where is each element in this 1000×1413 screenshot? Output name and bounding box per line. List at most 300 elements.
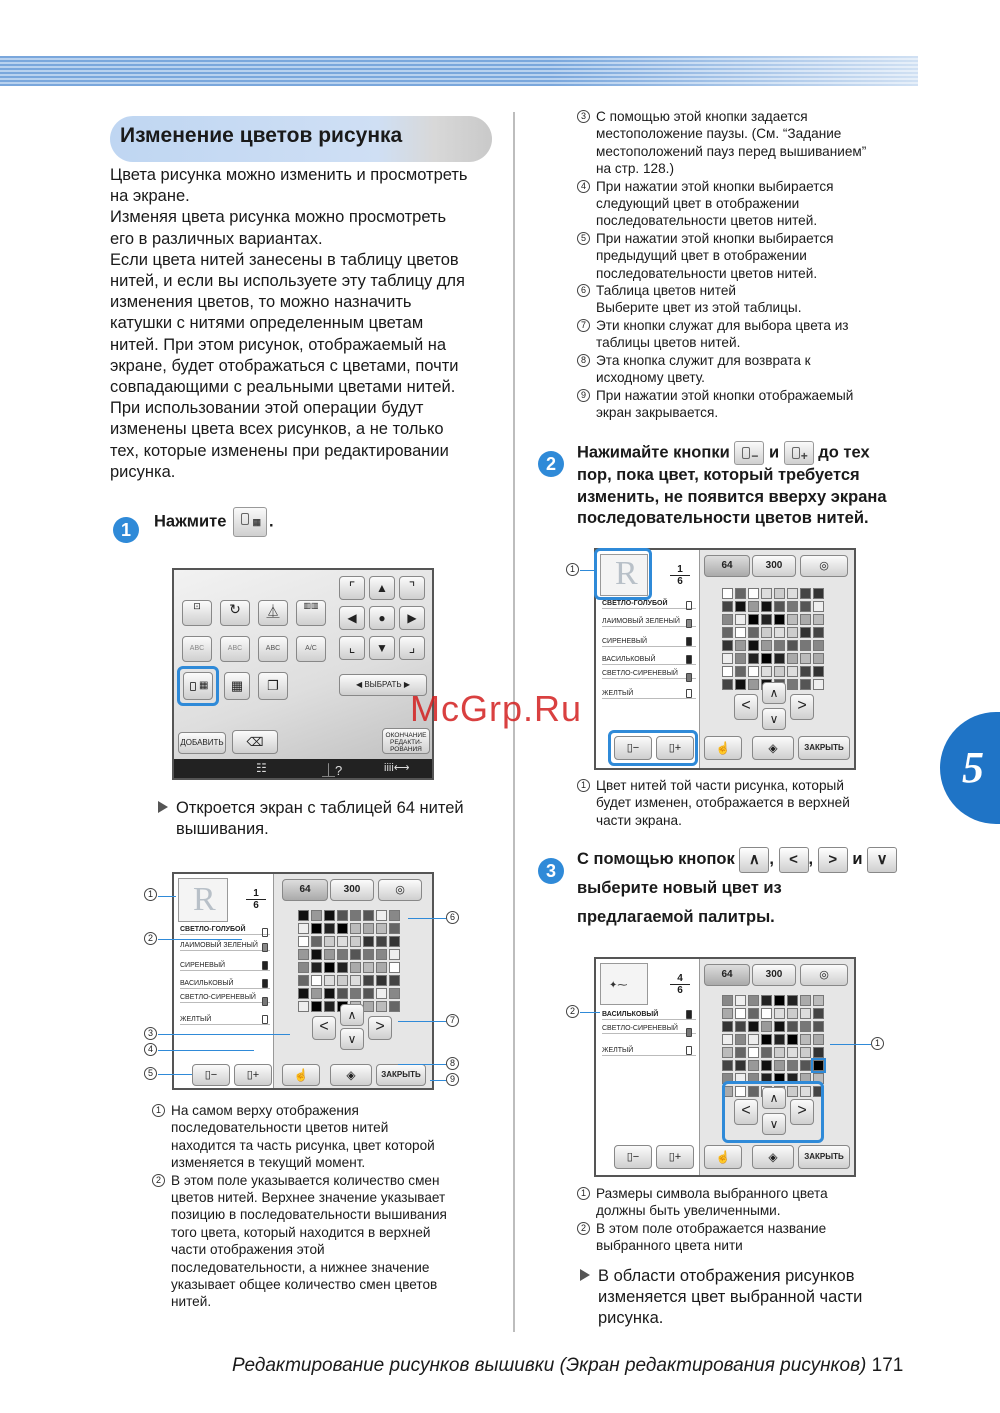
step-2-heading bbox=[577, 441, 917, 530]
mirror-button[interactable]: ⏅ bbox=[258, 600, 288, 626]
palette-cell[interactable] bbox=[761, 640, 772, 651]
tab-300-threads[interactable]: 300 bbox=[330, 879, 374, 901]
step-1-text: Нажмите bbox=[154, 512, 227, 531]
palette-cell[interactable] bbox=[787, 1008, 798, 1019]
palette-cell[interactable] bbox=[800, 666, 811, 677]
palette-cell[interactable] bbox=[813, 1047, 824, 1058]
palette-cell[interactable] bbox=[813, 995, 824, 1006]
intro-line: Цвета рисунка можно изменить и просмотреть bbox=[110, 166, 468, 184]
palette-cell[interactable] bbox=[787, 679, 798, 690]
palette-left-button[interactable]: < bbox=[734, 1099, 758, 1125]
palette-cell[interactable] bbox=[787, 588, 798, 599]
palette-cell[interactable] bbox=[735, 666, 746, 677]
palette-cell[interactable] bbox=[800, 1060, 811, 1071]
palette-cell[interactable] bbox=[350, 923, 361, 934]
spool-icon bbox=[262, 928, 268, 937]
finish-editing-button[interactable] bbox=[382, 728, 430, 754]
palette-cell[interactable] bbox=[337, 910, 348, 921]
close-button[interactable]: ЗАКРЫТЬ bbox=[798, 1145, 850, 1169]
close-button[interactable]: ЗАКРЫТЬ bbox=[376, 1064, 426, 1086]
palette-cell[interactable] bbox=[298, 936, 309, 947]
step-3-badge: 3 bbox=[538, 858, 564, 884]
palette-cell[interactable] bbox=[735, 640, 746, 651]
palette-cell[interactable] bbox=[800, 588, 811, 599]
palette-cell[interactable] bbox=[774, 1060, 785, 1071]
step-3-text: , bbox=[769, 850, 774, 868]
palette-cell[interactable] bbox=[376, 962, 387, 973]
move-down-button[interactable]: ▼ bbox=[369, 636, 395, 660]
palette-cell[interactable] bbox=[774, 601, 785, 612]
palette-cell[interactable] bbox=[735, 1060, 746, 1071]
palette-right-button[interactable]: > bbox=[790, 694, 814, 720]
palette-cell[interactable] bbox=[311, 910, 322, 921]
note-line: Цвет нитей той части рисунка, который bbox=[596, 778, 844, 793]
palette-cell[interactable] bbox=[324, 936, 335, 947]
palette-cell[interactable] bbox=[735, 653, 746, 664]
palette-cell[interactable] bbox=[813, 614, 824, 625]
palette-cell[interactable] bbox=[748, 1047, 759, 1058]
palette-cell[interactable] bbox=[324, 949, 335, 960]
step-1-result bbox=[158, 798, 498, 840]
palette-cell[interactable] bbox=[363, 949, 374, 960]
palette-cell[interactable] bbox=[774, 640, 785, 651]
thread-row[interactable] bbox=[180, 942, 270, 951]
thread-row[interactable] bbox=[180, 962, 270, 971]
step-2-text: Нажимайте кнопки bbox=[577, 443, 730, 462]
palette-cell[interactable] bbox=[363, 962, 374, 973]
palette-cell[interactable] bbox=[813, 1021, 824, 1032]
thread-row[interactable] bbox=[602, 1011, 696, 1020]
palette-up-button[interactable]: ∧ bbox=[762, 682, 786, 704]
palette-cell[interactable] bbox=[748, 601, 759, 612]
palette-cell[interactable] bbox=[311, 962, 322, 973]
tab-64-threads[interactable]: 64 bbox=[704, 555, 750, 577]
palette-cell[interactable] bbox=[787, 640, 798, 651]
spool-icon bbox=[262, 1015, 268, 1024]
palette-cell[interactable] bbox=[363, 975, 374, 986]
move-left-button[interactable]: ◀ bbox=[339, 606, 365, 630]
palette-cell[interactable] bbox=[389, 923, 400, 934]
note-line: части экрана. bbox=[596, 812, 682, 828]
thread-name: ЖЕЛТЫЙ bbox=[602, 690, 634, 697]
thread-row[interactable] bbox=[180, 926, 270, 935]
palette-cell[interactable] bbox=[324, 975, 335, 986]
palette-cell[interactable] bbox=[800, 995, 811, 1006]
add-button[interactable]: ДОБАВИТЬ bbox=[178, 732, 226, 754]
palette-cell[interactable] bbox=[748, 588, 759, 599]
palette-cell[interactable] bbox=[376, 923, 387, 934]
palette-cell[interactable] bbox=[311, 949, 322, 960]
palette-cell[interactable] bbox=[722, 995, 733, 1006]
palette-cell[interactable] bbox=[722, 679, 733, 690]
palette-cell[interactable] bbox=[800, 640, 811, 651]
next-color-button[interactable]: ▯+ bbox=[656, 736, 694, 760]
palette-cell[interactable] bbox=[337, 949, 348, 960]
applique-button[interactable]: ❐ bbox=[258, 672, 288, 700]
palette-cell[interactable] bbox=[722, 1034, 733, 1045]
note-line: Эти кнопки служат для выбора цвета из bbox=[596, 317, 849, 333]
thread-row[interactable] bbox=[602, 1025, 696, 1034]
palette-cell[interactable] bbox=[389, 962, 400, 973]
palette-cell[interactable] bbox=[722, 1021, 733, 1032]
palette-cell[interactable] bbox=[774, 666, 785, 677]
palette-cell[interactable] bbox=[389, 936, 400, 947]
palette-right-button[interactable]: > bbox=[790, 1099, 814, 1125]
palette-right-button[interactable]: > bbox=[368, 1016, 392, 1040]
palette-cell[interactable] bbox=[389, 1001, 400, 1012]
palette-cell[interactable] bbox=[324, 923, 335, 934]
step-3-notes bbox=[577, 1185, 917, 1255]
palette-cell[interactable] bbox=[311, 936, 322, 947]
palette-cell[interactable] bbox=[748, 995, 759, 1006]
palette-cell[interactable] bbox=[735, 627, 746, 638]
palette-cell[interactable] bbox=[813, 601, 824, 612]
step-1-heading bbox=[154, 507, 274, 537]
palette-cell[interactable] bbox=[748, 653, 759, 664]
palette-cell[interactable] bbox=[337, 975, 348, 986]
palette-cell[interactable] bbox=[735, 1008, 746, 1019]
palette-cell[interactable] bbox=[735, 601, 746, 612]
thread-name: ЛАИМОВЫЙ ЗЕЛЕНЫЙ bbox=[180, 942, 258, 949]
thread-name: СВЕТЛО-ГОЛУБОЙ bbox=[180, 926, 246, 933]
palette-cell[interactable] bbox=[748, 640, 759, 651]
reset-color-button[interactable]: ◈ bbox=[330, 1064, 372, 1086]
palette-cell[interactable] bbox=[761, 1008, 772, 1019]
thread-row[interactable] bbox=[180, 980, 270, 989]
palette-cell[interactable] bbox=[389, 988, 400, 999]
palette-cell[interactable] bbox=[787, 653, 798, 664]
palette-cell[interactable] bbox=[800, 1008, 811, 1019]
palette-cell[interactable] bbox=[324, 1001, 335, 1012]
close-button[interactable]: ЗАКРЫТЬ bbox=[798, 736, 850, 760]
note-line: исходному цвету. bbox=[596, 370, 705, 386]
user-thread-tab[interactable]: ◎ bbox=[378, 879, 422, 901]
text-order-button[interactable]: A/C bbox=[296, 636, 326, 662]
palette-cell[interactable] bbox=[722, 653, 733, 664]
palette-cell[interactable] bbox=[813, 666, 824, 677]
palette-cell[interactable] bbox=[722, 666, 733, 677]
palette-cell[interactable] bbox=[748, 1008, 759, 1019]
previous-color-button[interactable]: ▯− bbox=[614, 1145, 652, 1169]
palette-cell[interactable] bbox=[774, 995, 785, 1006]
palette-cell[interactable] bbox=[363, 923, 374, 934]
eraser-button[interactable]: ⌫ bbox=[232, 730, 278, 754]
next-color-button[interactable]: ▯+ bbox=[656, 1145, 694, 1169]
thread-row[interactable] bbox=[602, 1047, 696, 1056]
user-thread-tab[interactable]: ◎ bbox=[800, 555, 848, 577]
palette-cell[interactable] bbox=[800, 601, 811, 612]
palette-cell[interactable] bbox=[376, 988, 387, 999]
select-bar[interactable]: ◀ ВЫБРАТЬ ▶ bbox=[339, 674, 427, 696]
color-change-button[interactable]: ▦ bbox=[183, 672, 213, 700]
palette-cell[interactable] bbox=[787, 1047, 798, 1058]
palette-cell[interactable] bbox=[350, 936, 361, 947]
palette-cell[interactable] bbox=[350, 975, 361, 986]
palette-cell[interactable] bbox=[787, 627, 798, 638]
palette-cell[interactable] bbox=[350, 988, 361, 999]
palette-cell[interactable] bbox=[363, 910, 374, 921]
counter-bottom: 6 bbox=[677, 985, 683, 996]
palette-cell[interactable] bbox=[350, 962, 361, 973]
thread-row[interactable] bbox=[602, 618, 696, 627]
palette-cell[interactable] bbox=[311, 923, 322, 934]
thread-row[interactable] bbox=[180, 1016, 270, 1025]
tab-64-threads[interactable]: 64 bbox=[282, 879, 328, 901]
section-title: Изменение цветов рисунка bbox=[120, 124, 403, 147]
palette-cell[interactable] bbox=[376, 910, 387, 921]
move-up-left-button[interactable]: ⌜ bbox=[339, 576, 365, 600]
tab-300-threads[interactable]: 300 bbox=[752, 555, 796, 577]
pause-button[interactable]: ☝ bbox=[282, 1064, 320, 1086]
palette-cell[interactable] bbox=[298, 923, 309, 934]
note-line: При нажатии этой кнопки отображаемый bbox=[596, 387, 854, 403]
thread-row[interactable] bbox=[602, 670, 696, 679]
move-up-button[interactable]: ▲ bbox=[369, 576, 395, 600]
palette-cell[interactable] bbox=[337, 988, 348, 999]
palette-cell[interactable] bbox=[813, 679, 824, 690]
palette-cell[interactable] bbox=[787, 1034, 798, 1045]
palette-cell[interactable] bbox=[748, 679, 759, 690]
palette-cell[interactable] bbox=[337, 923, 348, 934]
note-line: таблицы цветов нитей. bbox=[596, 335, 741, 351]
move-center-button[interactable]: ● bbox=[369, 606, 395, 630]
intro-line: катушки с нитями определенным цветам bbox=[110, 314, 424, 333]
palette-cell[interactable] bbox=[324, 962, 335, 973]
palette-cell[interactable] bbox=[800, 1034, 811, 1045]
spool-icon bbox=[686, 1010, 692, 1019]
palette-cell[interactable] bbox=[774, 588, 785, 599]
palette-cell[interactable] bbox=[337, 962, 348, 973]
palette-left-button[interactable]: < bbox=[312, 1016, 336, 1040]
palette-cell[interactable] bbox=[722, 1060, 733, 1071]
palette-cell[interactable] bbox=[774, 1021, 785, 1032]
thread-row[interactable] bbox=[602, 638, 696, 647]
intro-line: на экране. bbox=[110, 187, 190, 206]
right-notes bbox=[577, 108, 917, 421]
palette-cell[interactable] bbox=[722, 1008, 733, 1019]
move-down-right-button[interactable]: ⌟ bbox=[399, 636, 425, 660]
callout-step3-2: 2 bbox=[566, 1005, 585, 1018]
palette-cell[interactable] bbox=[311, 975, 322, 986]
palette-cell[interactable] bbox=[735, 614, 746, 625]
palette-cell[interactable] bbox=[761, 627, 772, 638]
palette-cell[interactable] bbox=[722, 588, 733, 599]
palette-cell[interactable] bbox=[761, 588, 772, 599]
palette-cell[interactable] bbox=[787, 666, 798, 677]
palette-cell[interactable] bbox=[800, 627, 811, 638]
palette-cell[interactable] bbox=[813, 1008, 824, 1019]
palette-cell[interactable] bbox=[298, 962, 309, 973]
size-button[interactable]: ⊡ bbox=[182, 600, 212, 626]
palette-cell[interactable] bbox=[324, 910, 335, 921]
thread-row[interactable] bbox=[602, 600, 696, 609]
palette-cell[interactable] bbox=[376, 1001, 387, 1012]
palette-cell[interactable] bbox=[761, 614, 772, 625]
palette-cell[interactable] bbox=[787, 995, 798, 1006]
palette-cell[interactable] bbox=[311, 988, 322, 999]
palette-cell[interactable] bbox=[722, 614, 733, 625]
intro-line: изменены цвета всех рисунков, а не только bbox=[110, 420, 444, 439]
palette-cell[interactable] bbox=[800, 653, 811, 664]
color-palette-grid[interactable] bbox=[722, 588, 824, 690]
page-footer bbox=[232, 1355, 903, 1377]
font-button[interactable]: ABC bbox=[182, 636, 212, 662]
move-up-right-button[interactable]: ⌝ bbox=[399, 576, 425, 600]
move-down-left-button[interactable]: ⌞ bbox=[339, 636, 365, 660]
palette-cell[interactable] bbox=[748, 1021, 759, 1032]
note-line: местоположений пауз перед вышиванием” bbox=[596, 143, 867, 159]
palette-cell[interactable] bbox=[813, 588, 824, 599]
palette-cell[interactable] bbox=[774, 614, 785, 625]
density-button[interactable]: ▥▥ bbox=[296, 600, 326, 626]
palette-cell[interactable] bbox=[389, 949, 400, 960]
rotate-button[interactable]: ↻ bbox=[220, 600, 250, 626]
palette-cell[interactable] bbox=[376, 949, 387, 960]
palette-left-button[interactable]: < bbox=[734, 694, 758, 720]
palette-cell[interactable] bbox=[298, 1001, 309, 1012]
palette-cell[interactable] bbox=[787, 1021, 798, 1032]
palette-cell[interactable] bbox=[761, 1021, 772, 1032]
palette-cell[interactable] bbox=[813, 640, 824, 651]
palette-cell[interactable] bbox=[813, 1060, 824, 1071]
palette-cell[interactable] bbox=[722, 601, 733, 612]
intro-line: нитей, и если вы используете эту таблицу для bbox=[110, 272, 465, 291]
thread-row[interactable] bbox=[602, 656, 696, 665]
tab-300-threads[interactable]: 300 bbox=[752, 964, 796, 986]
note-line: экран закрывается. bbox=[596, 404, 719, 420]
palette-cell[interactable] bbox=[376, 936, 387, 947]
palette-cell[interactable] bbox=[376, 975, 387, 986]
reset-color-button[interactable]: ◈ bbox=[752, 1145, 794, 1169]
thread-name: СВЕТЛО-СИРЕНЕВЫЙ bbox=[180, 994, 256, 1001]
help-icon[interactable]: ⏊? bbox=[322, 763, 343, 778]
palette-cell[interactable] bbox=[748, 1060, 759, 1071]
watermark: McGrp.Ru bbox=[410, 688, 583, 729]
note-line: В этом поле отображается название bbox=[596, 1220, 827, 1236]
previous-color-button[interactable]: ▯− bbox=[192, 1064, 230, 1086]
palette-cell[interactable] bbox=[722, 1047, 733, 1058]
palette-cell[interactable] bbox=[363, 1001, 374, 1012]
palette-cell[interactable] bbox=[324, 988, 335, 999]
user-thread-tab[interactable]: ◎ bbox=[800, 964, 848, 986]
intro-line: Если цвета нитей занесены в таблицу цветов bbox=[110, 250, 459, 269]
palette-cell[interactable] bbox=[774, 1008, 785, 1019]
border-button[interactable]: ▦ bbox=[224, 672, 250, 700]
palette-cell[interactable] bbox=[761, 1034, 772, 1045]
list-icon[interactable]: ☷ bbox=[256, 761, 267, 775]
palette-cell[interactable] bbox=[748, 666, 759, 677]
palette-cell[interactable] bbox=[761, 1047, 772, 1058]
move-right-button[interactable]: ▶ bbox=[399, 606, 425, 630]
palette-cell[interactable] bbox=[800, 1047, 811, 1058]
palette-cell[interactable] bbox=[774, 653, 785, 664]
spool-icon bbox=[686, 673, 692, 682]
palette-cell[interactable] bbox=[363, 988, 374, 999]
palette-cell[interactable] bbox=[748, 614, 759, 625]
arc-text-button[interactable]: ABC bbox=[220, 636, 250, 662]
palette-cell[interactable] bbox=[350, 949, 361, 960]
intro-line: Изменяя цвета рисунка можно просмотреть bbox=[110, 208, 447, 227]
palette-cell[interactable] bbox=[761, 666, 772, 677]
palette-cell[interactable] bbox=[350, 910, 361, 921]
palette-cell[interactable] bbox=[787, 614, 798, 625]
note-item: 1 На самом верху отображения последовательности цветов нитей находится та часть рисунка, цвет которой изменяется в текущий момент. bbox=[152, 1102, 502, 1172]
counter-top: 4 bbox=[670, 973, 690, 985]
palette-up-button[interactable]: ∧ bbox=[762, 1087, 786, 1109]
palette-cell[interactable] bbox=[748, 627, 759, 638]
palette-down-button[interactable]: ∨ bbox=[762, 1113, 786, 1135]
intro-line: совпадающими с реальными цветами нитей. bbox=[110, 378, 456, 397]
thread-trim-icon[interactable]: iiii⟷ bbox=[384, 762, 410, 774]
pause-button[interactable]: ☝ bbox=[704, 1145, 742, 1169]
palette-cell[interactable] bbox=[337, 936, 348, 947]
palette-cell[interactable] bbox=[298, 988, 309, 999]
palette-cell[interactable] bbox=[774, 1047, 785, 1058]
note-line: При нажатии этой кнопки выбирается bbox=[596, 178, 834, 194]
result-arrow-icon bbox=[158, 801, 168, 813]
palette-cell[interactable] bbox=[298, 975, 309, 986]
palette-cell[interactable] bbox=[311, 1001, 322, 1012]
tab-64-threads[interactable]: 64 bbox=[704, 964, 750, 986]
palette-cell[interactable] bbox=[800, 679, 811, 690]
note-line: цветов нитей. Верхнее значение указывает bbox=[171, 1190, 446, 1206]
palette-cell[interactable] bbox=[735, 588, 746, 599]
pause-button[interactable]: ☝ bbox=[704, 736, 742, 760]
palette-cell[interactable] bbox=[813, 627, 824, 638]
palette-cell[interactable] bbox=[813, 653, 824, 664]
previous-color-button[interactable]: ▯− bbox=[614, 736, 652, 760]
palette-cell[interactable] bbox=[761, 653, 772, 664]
palette-cell[interactable] bbox=[735, 1034, 746, 1045]
palette-cell[interactable] bbox=[389, 975, 400, 986]
palette-cell[interactable] bbox=[735, 1021, 746, 1032]
palette-cell[interactable] bbox=[787, 601, 798, 612]
reset-color-button[interactable]: ◈ bbox=[752, 736, 794, 760]
palette-down-button[interactable]: ∨ bbox=[762, 708, 786, 730]
thread-row[interactable] bbox=[180, 994, 270, 1003]
palette-cell[interactable] bbox=[298, 949, 309, 960]
palette-cell[interactable] bbox=[787, 1060, 798, 1071]
spacing-button[interactable]: ABC bbox=[258, 636, 288, 662]
palette-cell[interactable] bbox=[774, 1034, 785, 1045]
palette-cell[interactable] bbox=[735, 679, 746, 690]
palette-cell[interactable] bbox=[813, 1034, 824, 1045]
palette-cell[interactable] bbox=[761, 1060, 772, 1071]
step-2-note bbox=[577, 777, 917, 829]
palette-cell[interactable] bbox=[735, 1047, 746, 1058]
palette-cell[interactable] bbox=[748, 1034, 759, 1045]
color-palette-grid[interactable] bbox=[298, 910, 400, 1012]
palette-cell[interactable] bbox=[298, 910, 309, 921]
note-line: следующий цвет в отображении bbox=[596, 196, 800, 212]
palette-down-button[interactable]: ∨ bbox=[340, 1028, 364, 1050]
palette-cell[interactable] bbox=[800, 1021, 811, 1032]
palette-cell[interactable] bbox=[735, 995, 746, 1006]
palette-cell[interactable] bbox=[722, 640, 733, 651]
next-color-button[interactable]: ▯+ bbox=[234, 1064, 272, 1086]
palette-cell[interactable] bbox=[800, 614, 811, 625]
palette-cell[interactable] bbox=[761, 601, 772, 612]
palette-cell[interactable] bbox=[761, 995, 772, 1006]
palette-cell[interactable] bbox=[389, 910, 400, 921]
palette-cell[interactable] bbox=[363, 936, 374, 947]
thread-row[interactable] bbox=[602, 690, 696, 699]
note-line: того цвета, который находится в верхней bbox=[171, 1224, 431, 1240]
palette-up-button[interactable]: ∧ bbox=[340, 1004, 364, 1026]
intro-line: экране, будет отображаться с цветами, почти bbox=[110, 356, 459, 375]
palette-cell[interactable] bbox=[774, 627, 785, 638]
palette-cell[interactable] bbox=[722, 627, 733, 638]
